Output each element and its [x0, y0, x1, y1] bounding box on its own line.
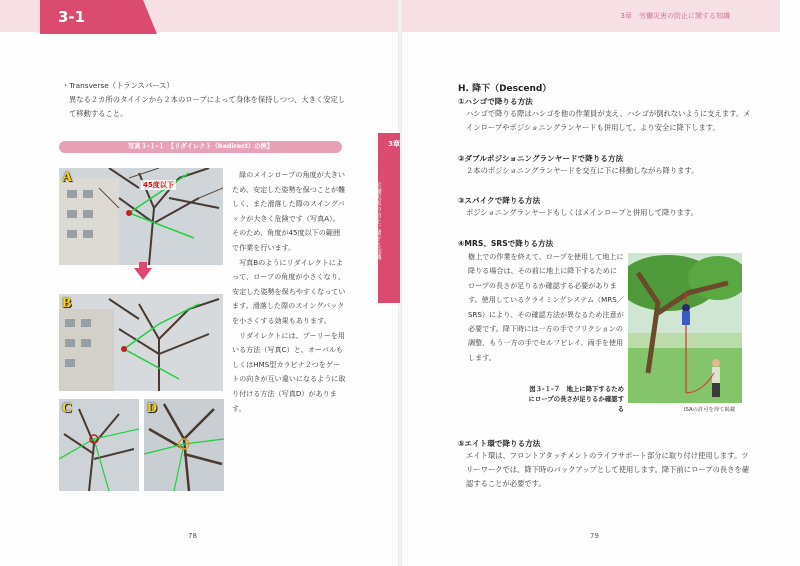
- section-mrs-srs: [458, 238, 628, 249]
- column-paragraph: リダイレクトには、プーリーを用いる方法（写真C）と、オーバルもしくはHMS型カラビナ２つをゲートの向きが互い違いになるように取り付ける方法（写真D）があります。: [232, 330, 346, 413]
- section-heading: ⑤エイト環で降りる方法: [458, 439, 541, 448]
- photo-b: [59, 294, 223, 391]
- bullet-title: ・Transverse（トランスバース）: [62, 81, 174, 90]
- angle-label: 45度以下: [143, 181, 174, 189]
- arrow-down-icon: [134, 268, 152, 280]
- column-paragraph: 写真Bのようにリダイレクトによって、ロープの角度が小さくなり、安定した姿勢を保ちやすくなっています。滑落した際のスイングバックを小さくする効果もあります。: [232, 257, 346, 325]
- right-header-bar: [400, 0, 780, 32]
- section-double-lanyard: [458, 153, 753, 178]
- side-tab-text: 労働災害の防止に関する知識: [374, 182, 382, 260]
- side-tab: [374, 133, 400, 303]
- photo-label-d: D: [147, 401, 158, 416]
- photo-label-a: A: [62, 170, 73, 185]
- section-heading: ④MRS、SRSで降りる方法: [458, 239, 554, 248]
- section-body: エイト環は、フロントアタッチメントのライフサポート部分に取り付け使用します。ツリーワークでは、降下時のバックアップとして使用します。降下前にロープの長さを確認することが必要です。: [466, 451, 750, 488]
- section-body: ハシゴで降りる際はハシゴを他の作業員が支え、ハシゴが倒れないように支えます。メインロープやポジショニングランヤードも併用して、より安全に降下します。: [466, 109, 751, 132]
- photo-c: [59, 399, 139, 491]
- bullet-body: 異なる２カ所のタイインから２本のロープによって身体を保持しつつ、大きく安定して移動すること。: [69, 95, 346, 118]
- page-number-left: 78: [188, 532, 197, 540]
- section-heading: ①ハシゴで降りる方法: [458, 97, 533, 106]
- section-spike: [458, 195, 753, 220]
- section-ladder: [458, 96, 753, 135]
- chapter-tab: 3-1: [40, 0, 143, 34]
- section-heading: ③スパイクで降りる方法: [458, 196, 541, 205]
- left-column-text: [232, 168, 346, 416]
- section-title: H. 降下（Descend）: [458, 84, 552, 94]
- photo-label-b: B: [62, 296, 72, 311]
- photo-a: [59, 168, 223, 265]
- section-body: 樹上での作業を終えて、ロープを使用して地上に降りる場合は、その前に地上に降下するためにロープの長さが足りるか確認する必要があります。使用しているクライミングシステム（MRS／SRS）により、その確認方法が異なるため注意が必要です。降下時には一方の手でフリクションの調整、もう一方の手でセルフビレイ、両手を使用します。: [468, 252, 624, 362]
- column-paragraph: 緑のメインロープの角度が大きいため、安定した姿勢を保つことが難しく、また滑落した際のスイングバックが大きく危険です（写真A）。そのため、角度が45度以下の範囲で作業を行います。: [232, 170, 346, 252]
- photo-d: [144, 399, 224, 491]
- photo-label-c: C: [62, 401, 73, 416]
- mrs-srs-body: [468, 250, 624, 365]
- section-eight-ring: [458, 438, 753, 491]
- section-body: ２本のポジショニングランヤードを交互に下に移動しながら降ります。: [466, 166, 699, 175]
- section-body: ポジショニングランヤードもしくはメインロープと併用して降ります。: [466, 208, 698, 217]
- descend-illustration: [628, 253, 742, 403]
- transverse-bullet: [62, 79, 352, 121]
- photo-caption: 写真３-１-１ 【リダイレクト（Redirect）の例】: [59, 141, 342, 153]
- figure-credit: ISAの許可を得て掲載: [684, 407, 736, 413]
- page-number-right: 79: [590, 532, 599, 540]
- header-title: 3章 労働災害の防止に関する知識: [620, 12, 730, 20]
- section-heading: ②ダブルポジショニングランヤードで降りる方法: [458, 154, 624, 163]
- figure-caption: 図３-１-７ 地上に降下するためにロープの長さが足りるか確認する: [528, 385, 624, 413]
- side-tab-number: 3章: [388, 140, 400, 148]
